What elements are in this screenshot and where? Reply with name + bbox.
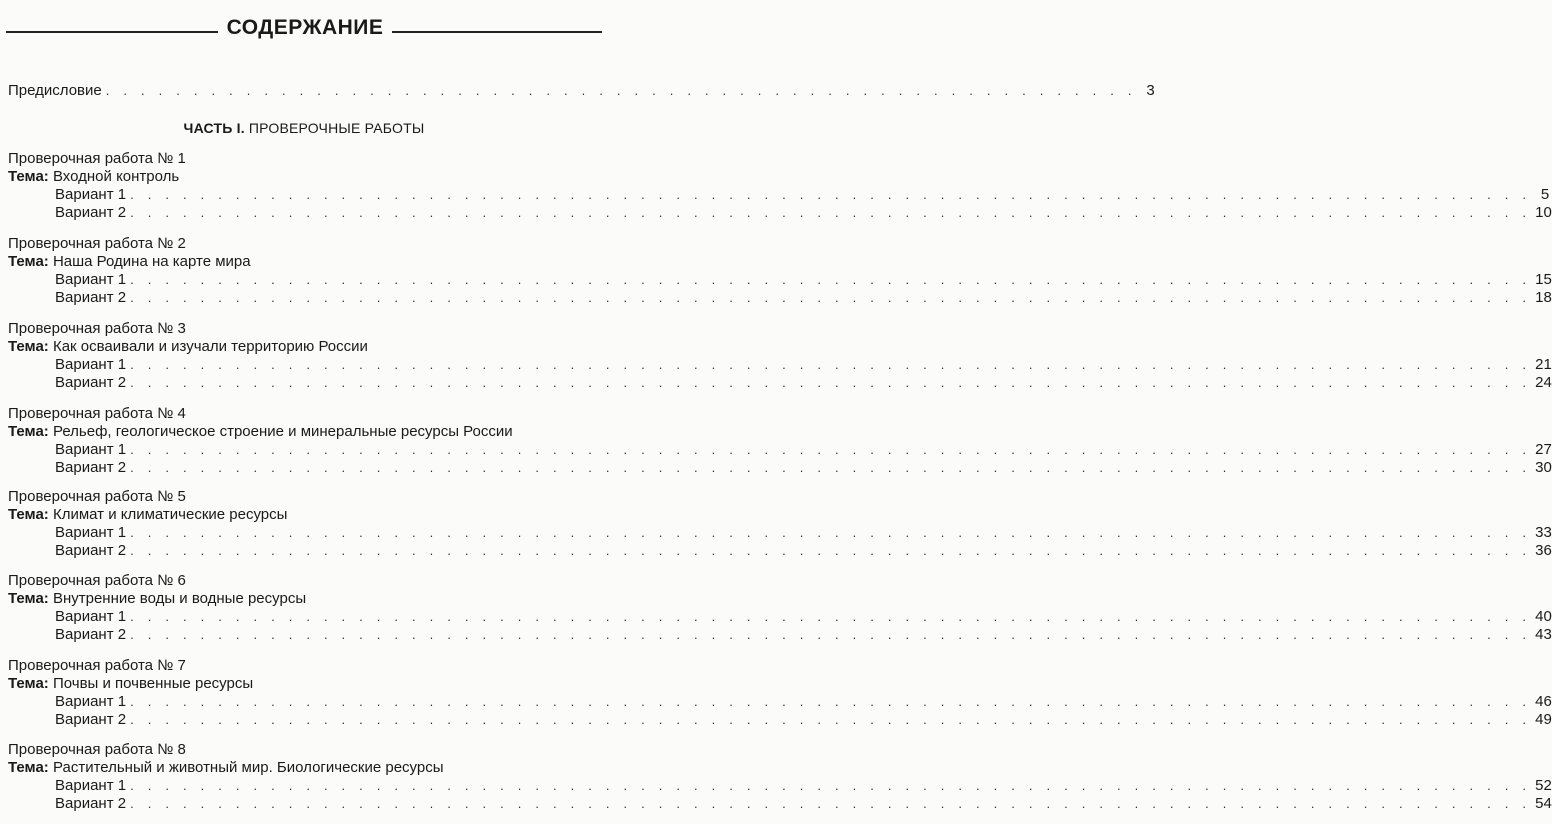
toc-leader: . . . . . . . . . . . . . . . . . . . . . . . . . . . . . . . . . . . . . . . . . . . . . . . . . . . . . . . . . . . . . . . . . . . . . . . . . . . . . . . . xyxy=(130,627,1532,642)
toc-page-number: 15 xyxy=(1535,271,1552,288)
work-title: Проверочная работа № 1 xyxy=(8,150,186,167)
toc-page-number: 52 xyxy=(1535,777,1552,794)
toc-page-number: 33 xyxy=(1535,524,1552,541)
part-title: ПРОВЕРОЧНЫЕ РАБОТЫ xyxy=(248,120,425,136)
toc-page-number: 5 xyxy=(1540,186,1550,203)
toc-entry-label: Вариант 1 xyxy=(55,693,127,710)
work-block xyxy=(8,657,253,693)
work-title: Проверочная работа № 8 xyxy=(8,741,186,758)
work-theme: Почвы и почвенные ресурсы xyxy=(52,675,254,692)
toc-entry-label: Вариант 1 xyxy=(55,186,127,203)
toc-entry-variant[interactable] xyxy=(55,441,1552,459)
toc-leader: . . . . . . . . . . . . . . . . . . . . . . . . . . . . . . . . . . . . . . . . . . . . . . . . . . . . . . . . . . . . . . . . . . . . . . . . . . . . . . . . xyxy=(130,442,1532,457)
toc-leader: . . . . . . . . . . . . . . . . . . . . . . . . . . . . . . . . . . . . . . . . . . . . . . . . . . . . . . . . . . . . . . . . . . . . . . . . . . . . . . . . xyxy=(130,712,1532,727)
toc-entry-variant[interactable] xyxy=(55,693,1552,711)
toc-entry-label: Вариант 1 xyxy=(55,271,127,288)
work-title: Проверочная работа № 7 xyxy=(8,657,186,674)
header-rule-left xyxy=(6,31,218,33)
work-block xyxy=(8,572,306,608)
work-block xyxy=(8,488,287,524)
toc-leader: . . . . . . . . . . . . . . . . . . . . . . . . . . . . . . . . . . . . . . . . . . . . . . . . . . . . . . . . . . . xyxy=(105,83,1137,98)
toc-leader: . . . . . . . . . . . . . . . . . . . . . . . . . . . . . . . . . . . . . . . . . . . . . . . . . . . . . . . . . . . . . . . . . . . . . . . . . . . . . . . . xyxy=(130,778,1532,793)
toc-entry-variant[interactable] xyxy=(55,186,1550,204)
toc-entry-label: Вариант 2 xyxy=(55,289,127,306)
toc-entry-label: Вариант 2 xyxy=(55,542,127,559)
toc-entry-label: Предисловие xyxy=(8,82,102,99)
theme-prefix: Тема: xyxy=(8,253,49,270)
work-title: Проверочная работа № 5 xyxy=(8,488,186,505)
toc-page-number: 36 xyxy=(1535,542,1552,559)
work-theme: Климат и климатические ресурсы xyxy=(52,506,288,523)
work-block xyxy=(8,405,513,441)
toc-leader: . . . . . . . . . . . . . . . . . . . . . . . . . . . . . . . . . . . . . . . . . . . . . . . . . . . . . . . . . . . . . . . . . . . . . . . . . . . . . . . . xyxy=(130,357,1532,372)
toc-page-number: 3 xyxy=(1146,82,1155,99)
work-theme-line xyxy=(8,759,444,777)
toc-page-number: 24 xyxy=(1535,374,1552,391)
contents-header xyxy=(0,14,608,48)
work-title: Проверочная работа № 2 xyxy=(8,235,186,252)
toc-leader: . . . . . . . . . . . . . . . . . . . . . . . . . . . . . . . . . . . . . . . . . . . . . . . . . . . . . . . . . . . . . . . . . . . . . . . . . . . . . . . . xyxy=(130,609,1532,624)
work-theme-line xyxy=(8,168,186,186)
work-theme: Входной контроль xyxy=(52,168,180,185)
toc-entry-variant[interactable] xyxy=(55,795,1552,813)
toc-leader: . . . . . . . . . . . . . . . . . . . . . . . . . . . . . . . . . . . . . . . . . . . . . . . . . . . . . . . . . . . . . . . . . . . . . . . . . . . . . . . . xyxy=(130,205,1532,220)
work-title: Проверочная работа № 6 xyxy=(8,572,186,589)
toc-entry-label: Вариант 2 xyxy=(55,626,127,643)
toc-entry-preface[interactable] xyxy=(8,82,1155,100)
header-rule-right xyxy=(392,31,602,33)
work-block xyxy=(8,150,186,186)
work-theme: Как осваивали и изучали территорию России xyxy=(52,338,368,355)
work-theme-line xyxy=(8,675,253,693)
toc-leader: . . . . . . . . . . . . . . . . . . . . . . . . . . . . . . . . . . . . . . . . . . . . . . . . . . . . . . . . . . . . . . . . . . . . . . . . . . . . . . . . xyxy=(130,272,1532,287)
toc-page-number: 30 xyxy=(1535,459,1552,476)
toc-page-number: 40 xyxy=(1535,608,1552,625)
work-block xyxy=(8,320,368,356)
theme-prefix: Тема: xyxy=(8,506,49,523)
work-block xyxy=(8,741,444,777)
toc-entry-variant[interactable] xyxy=(55,542,1552,560)
page-title: СОДЕРЖАНИЕ xyxy=(226,16,384,39)
part-prefix: ЧАСТЬ I. xyxy=(183,120,245,136)
toc-entry-label: Вариант 1 xyxy=(55,524,127,541)
theme-prefix: Тема: xyxy=(8,759,49,776)
toc-leader: . . . . . . . . . . . . . . . . . . . . . . . . . . . . . . . . . . . . . . . . . . . . . . . . . . . . . . . . . . . . . . . . . . . . . . . . . . . . . . . . xyxy=(130,187,1532,202)
toc-leader: . . . . . . . . . . . . . . . . . . . . . . . . . . . . . . . . . . . . . . . . . . . . . . . . . . . . . . . . . . . . . . . . . . . . . . . . . . . . . . . . xyxy=(130,525,1532,540)
work-theme: Внутренние воды и водные ресурсы xyxy=(52,590,307,607)
work-block xyxy=(8,235,251,271)
toc-leader: . . . . . . . . . . . . . . . . . . . . . . . . . . . . . . . . . . . . . . . . . . . . . . . . . . . . . . . . . . . . . . . . . . . . . . . . . . . . . . . . xyxy=(130,375,1532,390)
toc-entry-label: Вариант 1 xyxy=(55,356,127,373)
work-theme-line xyxy=(8,338,368,356)
toc-page-number: 54 xyxy=(1535,795,1552,812)
toc-entry-label: Вариант 1 xyxy=(55,441,127,458)
toc-entry-variant[interactable] xyxy=(55,777,1552,795)
theme-prefix: Тема: xyxy=(8,590,49,607)
work-theme-line xyxy=(8,506,287,524)
toc-page-number: 27 xyxy=(1535,441,1552,458)
toc-entry-variant[interactable] xyxy=(55,289,1552,307)
toc-leader: . . . . . . . . . . . . . . . . . . . . . . . . . . . . . . . . . . . . . . . . . . . . . . . . . . . . . . . . . . . . . . . . . . . . . . . . . . . . . . . . xyxy=(130,796,1532,811)
toc-entry-label: Вариант 1 xyxy=(55,608,127,625)
toc-entry-variant[interactable] xyxy=(55,711,1552,729)
toc-page-number: 49 xyxy=(1535,711,1552,728)
part-heading xyxy=(0,120,608,136)
toc-entry-variant[interactable] xyxy=(55,459,1552,477)
toc-entry-variant[interactable] xyxy=(55,204,1552,222)
toc-entry-label: Вариант 2 xyxy=(55,795,127,812)
work-theme: Рельеф, геологическое строение и минеральные ресурсы России xyxy=(52,423,513,440)
work-theme-line xyxy=(8,590,306,608)
toc-entry-label: Вариант 2 xyxy=(55,711,127,728)
toc-entry-variant[interactable] xyxy=(55,608,1552,626)
work-theme: Наша Родина на карте мира xyxy=(52,253,251,270)
toc-leader: . . . . . . . . . . . . . . . . . . . . . . . . . . . . . . . . . . . . . . . . . . . . . . . . . . . . . . . . . . . . . . . . . . . . . . . . . . . . . . . . xyxy=(130,460,1532,475)
toc-leader: . . . . . . . . . . . . . . . . . . . . . . . . . . . . . . . . . . . . . . . . . . . . . . . . . . . . . . . . . . . . . . . . . . . . . . . . . . . . . . . . xyxy=(130,694,1532,709)
toc-entry-variant[interactable] xyxy=(55,356,1552,374)
theme-prefix: Тема: xyxy=(8,338,49,355)
toc-page-number: 10 xyxy=(1535,204,1552,221)
toc-entry-variant[interactable] xyxy=(55,271,1552,289)
toc-page-number: 21 xyxy=(1535,356,1552,373)
toc-entry-variant[interactable] xyxy=(55,374,1552,392)
toc-page-number: 46 xyxy=(1535,693,1552,710)
toc-page-number: 43 xyxy=(1535,626,1552,643)
work-title: Проверочная работа № 4 xyxy=(8,405,186,422)
toc-entry-label: Вариант 2 xyxy=(55,374,127,391)
toc-page-number: 18 xyxy=(1535,289,1552,306)
toc-leader: . . . . . . . . . . . . . . . . . . . . . . . . . . . . . . . . . . . . . . . . . . . . . . . . . . . . . . . . . . . . . . . . . . . . . . . . . . . . . . . . xyxy=(130,543,1532,558)
toc-leader: . . . . . . . . . . . . . . . . . . . . . . . . . . . . . . . . . . . . . . . . . . . . . . . . . . . . . . . . . . . . . . . . . . . . . . . . . . . . . . . . xyxy=(130,290,1532,305)
work-theme: Растительный и животный мир. Биологические ресурсы xyxy=(52,759,444,776)
work-theme-line xyxy=(8,253,251,271)
work-theme-line xyxy=(8,423,513,441)
theme-prefix: Тема: xyxy=(8,423,49,440)
theme-prefix: Тема: xyxy=(8,168,49,185)
toc-entry-label: Вариант 2 xyxy=(55,459,127,476)
toc-entry-label: Вариант 2 xyxy=(55,204,127,221)
toc-entry-label: Вариант 1 xyxy=(55,777,127,794)
theme-prefix: Тема: xyxy=(8,675,49,692)
toc-entry-variant[interactable] xyxy=(55,524,1552,542)
work-title: Проверочная работа № 3 xyxy=(8,320,186,337)
toc-entry-variant[interactable] xyxy=(55,626,1552,644)
